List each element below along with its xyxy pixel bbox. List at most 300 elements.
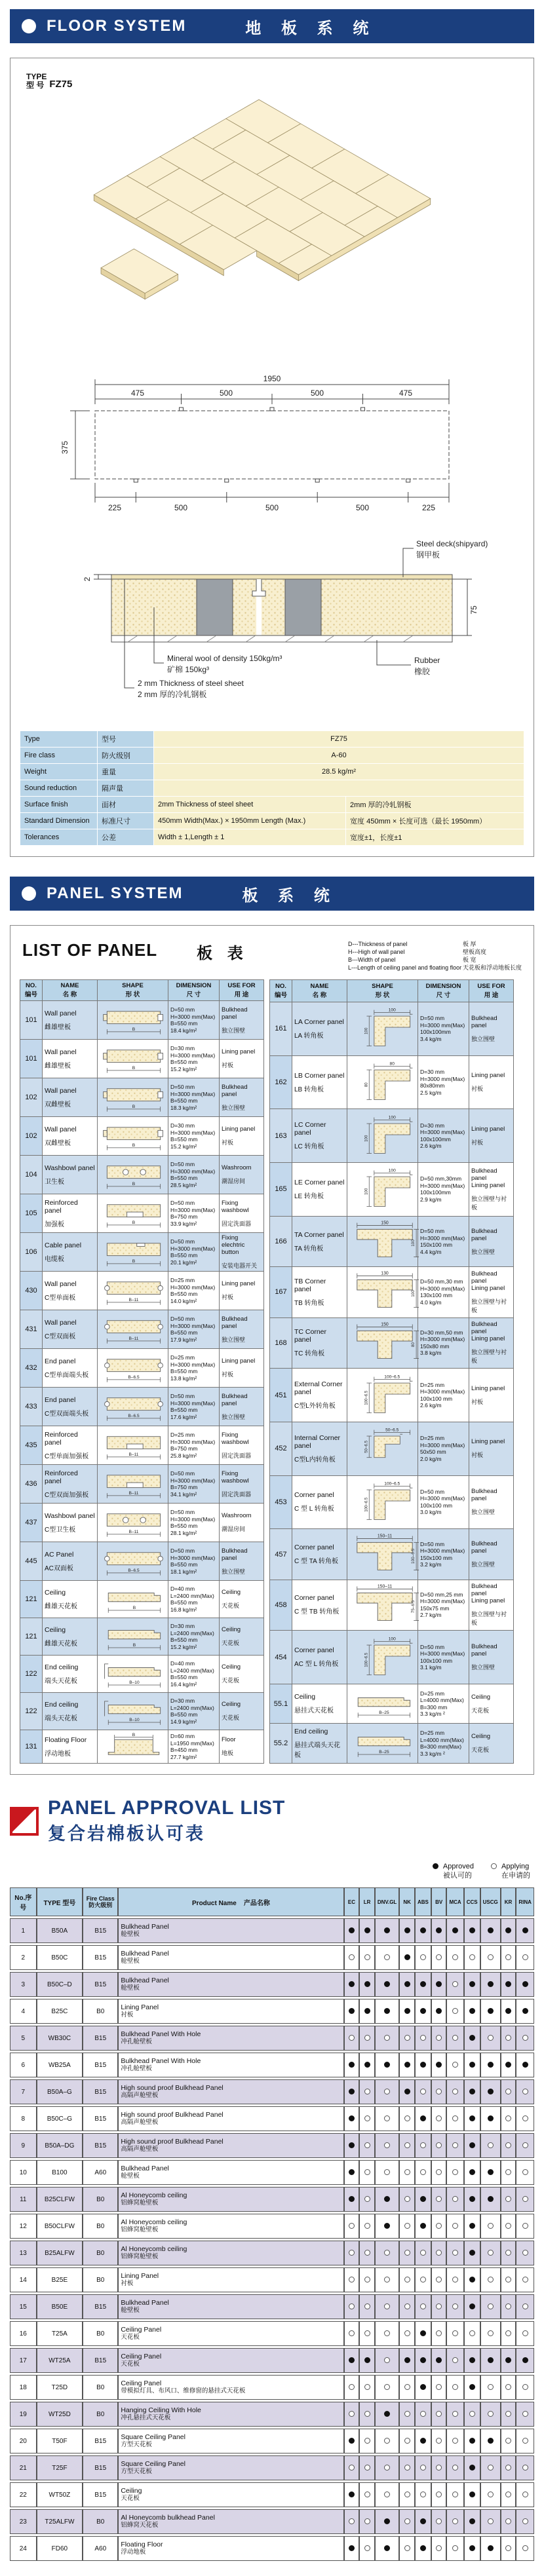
column-header: NAME 名 称 xyxy=(292,980,347,1002)
applying-dot-icon xyxy=(404,2196,410,2202)
spec-cell: 宽度 450mm × 长度可选（最长 1950mm） xyxy=(346,813,524,829)
panel-dimensions: D=25 mm L=4000 mm(Max) B=300 mm 3.3 kg/m ² xyxy=(418,1684,469,1723)
approval-mark xyxy=(431,2133,447,2158)
panel-dimensions: D=25 mm H=3000 mm(Max) 50x50 mm 2.0 kg/m xyxy=(418,1422,469,1475)
applying-dot-icon xyxy=(404,2142,410,2148)
panel-use-for: Bulkhead panel 独立围壁 xyxy=(469,1475,514,1529)
approval-title-cn: 复合岩棉板认可表 xyxy=(48,1824,205,1844)
approval-mark xyxy=(399,1945,415,1970)
dim-bot-3: 500 xyxy=(355,503,370,512)
approval-mark xyxy=(359,2241,375,2265)
applying-dot-icon xyxy=(364,2277,370,2282)
approval-mark xyxy=(480,2241,501,2265)
panel-use-for: Lining panel 衬板 xyxy=(220,1349,264,1388)
approval-mark xyxy=(344,1945,360,1970)
approved-dot-icon xyxy=(469,2384,475,2390)
approved-dot-icon xyxy=(469,2142,475,2148)
spec-cell: Standard Dimension xyxy=(20,813,98,829)
spec-row xyxy=(20,797,524,813)
approval-mark xyxy=(464,2053,480,2077)
panel-name: Reinforced panel C型单面加强板 xyxy=(43,1426,98,1465)
spec-row xyxy=(20,780,524,797)
legend-text: H---High of wall panel xyxy=(347,949,405,955)
approval-mark xyxy=(375,2079,400,2104)
panel-table-header-row xyxy=(270,980,514,1002)
column-header: NO. 编号 xyxy=(270,980,292,1002)
approval-mark xyxy=(375,2294,400,2319)
legend-text: D---Thickness of panel xyxy=(347,941,408,947)
dimension-legend xyxy=(348,940,522,972)
approval-mark xyxy=(399,2106,415,2131)
applying-dot-icon xyxy=(452,2303,458,2309)
svg-text:100: 100 xyxy=(364,1135,369,1142)
approval-mark xyxy=(375,2348,400,2373)
svg-text:B–11: B–11 xyxy=(128,1491,139,1496)
svg-text:150–11: 150–11 xyxy=(377,1533,393,1538)
svg-text:100–6.5: 100–6.5 xyxy=(384,1374,400,1379)
applying-dot-icon xyxy=(452,2411,458,2417)
approved-dot-icon xyxy=(488,2169,494,2175)
panel-use-for: Lining panel 衬板 xyxy=(469,1055,514,1109)
applying-dot-icon xyxy=(349,2518,355,2524)
approved-dot-icon xyxy=(349,2142,355,2148)
approval-mark xyxy=(344,1972,360,1997)
applying-dot-icon xyxy=(404,2491,410,2497)
spec-cell: Weight xyxy=(20,764,98,780)
approval-mark xyxy=(516,1945,534,1970)
panel-use-for: Bulkhead panel 独立围壁 xyxy=(220,1001,264,1040)
approval-mark xyxy=(501,1972,516,1997)
panel-no: 101 xyxy=(20,1040,43,1078)
svg-text:B–11: B–11 xyxy=(128,1336,139,1342)
approval-mark xyxy=(480,2267,501,2292)
applying-dot-icon xyxy=(404,2518,410,2524)
approved-dot-icon xyxy=(488,2089,494,2094)
panel-no: 104 xyxy=(20,1156,43,1194)
approval-mark xyxy=(375,1999,400,2024)
approval-mark xyxy=(415,2241,431,2265)
approval-mark xyxy=(480,2536,501,2561)
panel-no: 101 xyxy=(20,1001,43,1040)
svg-text:50–6.5: 50–6.5 xyxy=(364,1441,369,1453)
approval-mark xyxy=(516,2348,534,2373)
approved-dot-icon xyxy=(349,2062,355,2068)
approval-mark xyxy=(501,2214,516,2239)
applying-dot-icon xyxy=(436,2250,442,2256)
product-name: Square Ceiling Panel 方型天花板 xyxy=(118,2429,343,2453)
approval-mark xyxy=(480,2053,501,2077)
legend-item xyxy=(348,948,522,956)
approved-dot-icon xyxy=(420,2115,426,2121)
approval-mark xyxy=(501,1945,516,1970)
approval-mark xyxy=(415,2294,431,2319)
applying-dot-icon xyxy=(505,2169,511,2175)
approval-row xyxy=(10,2267,534,2292)
svg-text:100: 100 xyxy=(364,1027,369,1035)
approval-mark xyxy=(415,2509,431,2534)
approval-mark xyxy=(446,2509,463,2534)
panel-use-for: Lining panel 衬板 xyxy=(469,1422,514,1475)
applying-dot-icon xyxy=(522,2277,528,2282)
panel-use-for: Bulkhead panel Lining panel 独立围壁与衬板 xyxy=(469,1267,514,1317)
applying-dot-icon xyxy=(436,2518,442,2524)
panel-shape-drawing xyxy=(347,1475,418,1529)
spec-cell: 面材 xyxy=(98,797,154,813)
approval-mark xyxy=(415,2053,431,2077)
spec-row xyxy=(20,829,524,846)
approval-mark xyxy=(375,2133,400,2158)
type-value: FZ75 xyxy=(49,79,73,90)
product-name: Square Ceiling Panel 方型天花板 xyxy=(118,2455,343,2480)
applying-dot-icon xyxy=(488,2411,494,2417)
row-number: 18 xyxy=(10,2375,37,2400)
applying-dot-icon xyxy=(349,2250,355,2256)
spec-cell: 标准尺寸 xyxy=(98,813,154,829)
panel-no: 121 xyxy=(20,1581,43,1618)
fire-class: B0 xyxy=(83,2375,118,2400)
approval-mark xyxy=(446,2375,463,2400)
approval-mark xyxy=(415,2348,431,2373)
applying-dot-icon xyxy=(384,2491,390,2497)
approval-header-row xyxy=(10,1887,534,1916)
approved-dot-icon xyxy=(420,2062,426,2068)
approval-mark xyxy=(501,2455,516,2480)
applying-dot-icon xyxy=(404,2384,410,2390)
row-number: 23 xyxy=(10,2509,37,2534)
approval-row xyxy=(10,2026,534,2051)
approval-mark xyxy=(501,2429,516,2453)
panel-shape-drawing xyxy=(347,1216,418,1266)
applying-dot-icon xyxy=(404,2277,410,2282)
approval-mark xyxy=(399,2509,415,2534)
approval-mark xyxy=(399,2402,415,2427)
approval-mark xyxy=(399,2160,415,2185)
approved-dot-icon xyxy=(469,2438,475,2444)
approved-dot-icon xyxy=(469,2035,475,2041)
svg-text:100: 100 xyxy=(388,1168,396,1173)
approval-mark xyxy=(415,2429,431,2453)
floor-plan-drawing xyxy=(49,371,495,529)
approved-dot-icon xyxy=(364,1981,370,1987)
panel-type: T50F xyxy=(37,2429,83,2453)
approved-dot-icon xyxy=(384,2411,390,2417)
floor-spec-table xyxy=(20,730,524,846)
panel-dimensions: D=50 mm,25 mm H=3000 mm(Max) 150x75 mm 2.7 kg/m xyxy=(418,1580,469,1630)
legend-item xyxy=(348,956,522,964)
applying-dot-icon xyxy=(436,2169,442,2175)
panel-shape-drawing xyxy=(347,1109,418,1163)
applying-dot-icon xyxy=(452,1954,458,1960)
applying-dot-icon xyxy=(436,2438,442,2444)
approval-mark xyxy=(446,1972,463,1997)
panel-use-for: Floor 地板 xyxy=(220,1730,264,1764)
panel-row xyxy=(270,1317,514,1368)
approval-mark xyxy=(431,2053,447,2077)
applying-dot-icon xyxy=(420,2303,426,2309)
svg-text:B–6.5: B–6.5 xyxy=(128,1568,140,1574)
legend-applying xyxy=(491,1862,530,1880)
panel-name: Corner panel C 型 TA 转角板 xyxy=(292,1529,347,1580)
panel-row xyxy=(270,1684,514,1723)
applying-dot-icon xyxy=(469,2330,475,2336)
approval-mark xyxy=(431,2536,447,2561)
panel-dimensions: D=50 mm H=3000 mm(Max) 150x100 mm 4.4 kg/m xyxy=(418,1216,469,1266)
approval-mark xyxy=(344,2053,360,2077)
svg-text:B: B xyxy=(132,1143,136,1148)
approved-dot-icon xyxy=(420,1927,426,1933)
column-header: TYPE 型号 xyxy=(37,1887,83,1916)
spec-row xyxy=(20,748,524,764)
applying-dot-icon xyxy=(364,2115,370,2121)
panel-table-header-row xyxy=(20,980,264,1001)
applying-dot-icon xyxy=(452,2545,458,2551)
panel-use-for: Lining panel 衬板 xyxy=(469,1109,514,1163)
fire-class: B0 xyxy=(83,2321,118,2346)
approval-mark xyxy=(501,2026,516,2051)
spec-cell: 公差 xyxy=(98,829,154,846)
dim-sheet-thickness: 2 xyxy=(83,577,92,582)
applying-dot-icon xyxy=(384,2035,390,2041)
applying-dot-icon xyxy=(436,2115,442,2121)
panel-system-header xyxy=(10,877,534,911)
svg-text:B: B xyxy=(132,1259,136,1264)
approval-mark xyxy=(446,2455,463,2480)
panel-dimensions: D=50 mm H=3000 mm(Max) 100x100 mm 3.1 kg/m xyxy=(418,1631,469,1684)
applying-dot-icon xyxy=(436,2330,442,2336)
panel-dimensions: D=50 mm H=3000 mm(Max) 150x100 mm 3.2 kg/m xyxy=(418,1529,469,1580)
applying-dot-icon xyxy=(505,2115,511,2121)
approved-dot-icon xyxy=(522,1981,528,1987)
applying-dot-icon xyxy=(522,2545,528,2551)
approval-titles xyxy=(48,1797,285,1845)
approval-mark xyxy=(344,2482,360,2507)
svg-text:150: 150 xyxy=(381,1221,389,1226)
approval-mark xyxy=(399,2321,415,2346)
spec-cell: 2mm Thickness of steel sheet xyxy=(154,797,346,813)
dim-top-1: 500 xyxy=(219,388,233,398)
approval-mark xyxy=(431,2348,447,2373)
svg-text:100–6.5: 100–6.5 xyxy=(364,1497,369,1512)
approval-mark xyxy=(431,1972,447,1997)
applying-dot-icon xyxy=(522,2465,528,2471)
panel-name: External Corner panel C型L外转角板 xyxy=(292,1369,347,1422)
approved-dot-icon xyxy=(349,2008,355,2014)
approved-dot-icon xyxy=(384,1981,390,1987)
panel-shape-drawing xyxy=(347,1002,418,1055)
panel-shape-drawing xyxy=(98,1001,168,1040)
svg-text:100–6.5: 100–6.5 xyxy=(364,1390,369,1405)
approval-mark xyxy=(501,2053,516,2077)
applying-dot-icon xyxy=(436,2491,442,2497)
applying-dot-icon xyxy=(420,2035,426,2041)
panel-row xyxy=(270,1109,514,1163)
callout-rubber-en: Rubber xyxy=(414,656,440,665)
approved-dot-icon xyxy=(469,2223,475,2229)
approval-mark xyxy=(516,2536,534,2561)
applying-dot-icon xyxy=(452,2035,458,2041)
panel-row xyxy=(20,1426,264,1465)
applying-dot-icon xyxy=(364,2491,370,2497)
panel-row xyxy=(20,1117,264,1156)
approval-mark xyxy=(344,2429,360,2453)
approval-mark xyxy=(464,2536,480,2561)
panel-use-for: Ceiling 天花板 xyxy=(220,1693,264,1730)
panel-type: B50C xyxy=(37,1945,83,1970)
approval-mark xyxy=(501,2267,516,2292)
approved-dot-icon xyxy=(349,2438,355,2444)
panel-row xyxy=(20,1194,264,1233)
panel-use-for: Lining panel 衬板 xyxy=(220,1117,264,1156)
panel-no: 168 xyxy=(270,1317,292,1368)
approved-dot-icon xyxy=(364,1927,370,1933)
approval-mark xyxy=(359,2482,375,2507)
approval-row xyxy=(10,2214,534,2239)
row-number: 21 xyxy=(10,2455,37,2480)
panel-no: 131 xyxy=(20,1730,43,1764)
approved-dot-icon xyxy=(469,2357,475,2363)
approval-mark xyxy=(464,2482,480,2507)
applying-dot-icon xyxy=(488,2142,494,2148)
applying-dot-icon xyxy=(436,2303,442,2309)
applying-dot-icon xyxy=(522,1954,528,1960)
approved-dot-icon xyxy=(420,2518,426,2524)
panel-type: B50C–G xyxy=(37,2106,83,2131)
approved-dot-icon xyxy=(452,1927,458,1933)
type-block xyxy=(26,73,524,90)
spec-cell: FZ75 xyxy=(154,731,524,748)
panel-name: TA Corner panel TA 转角板 xyxy=(292,1216,347,1266)
row-number: 15 xyxy=(10,2294,37,2319)
approval-row xyxy=(10,2079,534,2104)
approved-dot-icon xyxy=(433,1863,438,1869)
approval-mark xyxy=(464,2429,480,2453)
applying-dot-icon xyxy=(420,2411,426,2417)
approval-mark xyxy=(415,2267,431,2292)
fire-class: B15 xyxy=(83,2133,118,2158)
approval-mark xyxy=(415,2026,431,2051)
approval-row xyxy=(10,2241,534,2265)
applying-dot-icon xyxy=(491,1863,497,1869)
svg-text:B: B xyxy=(132,1221,136,1226)
applying-dot-icon xyxy=(404,2545,410,2551)
panel-system-title-cn: 板 系 统 xyxy=(242,886,338,905)
bullet-circle-icon xyxy=(22,19,36,33)
applying-dot-icon xyxy=(522,2384,528,2390)
fire-class: B15 xyxy=(83,2455,118,2480)
approval-mark xyxy=(359,2455,375,2480)
approval-row xyxy=(10,2187,534,2212)
product-name: High sound proof Bulkhead Panel 高隔声舱壁板 xyxy=(118,2133,343,2158)
approval-mark xyxy=(516,1972,534,1997)
product-name: Al Honeycomb ceiling 铝蜂窝舱壁板 xyxy=(118,2214,343,2239)
applying-dot-icon xyxy=(522,2250,528,2256)
approval-mark xyxy=(446,2133,463,2158)
list-title-en: LIST OF PANEL xyxy=(22,940,158,960)
panel-type: B100 xyxy=(37,2160,83,2185)
approval-mark xyxy=(464,2348,480,2373)
applying-dot-icon xyxy=(505,2491,511,2497)
applying-dot-icon xyxy=(522,2115,528,2121)
panel-row xyxy=(20,1581,264,1618)
panel-row xyxy=(270,1580,514,1630)
approval-row xyxy=(10,1918,534,1943)
svg-text:80: 80 xyxy=(364,1082,369,1088)
panel-shape-drawing xyxy=(347,1684,418,1723)
panel-no: 102 xyxy=(20,1078,43,1117)
approval-mark xyxy=(464,2294,480,2319)
svg-text:B: B xyxy=(132,1027,136,1032)
approval-row xyxy=(10,2429,534,2453)
approval-mark xyxy=(344,1918,360,1943)
panel-row xyxy=(20,1730,264,1764)
legend-item xyxy=(348,964,522,972)
approval-mark xyxy=(501,2079,516,2104)
approved-dot-icon xyxy=(349,2089,355,2094)
approval-mark xyxy=(446,2079,463,2104)
legend-text: 天花板和浮动地板长度 xyxy=(462,964,522,971)
svg-text:B: B xyxy=(132,1105,136,1110)
applying-dot-icon xyxy=(505,2545,511,2551)
applying-dot-icon xyxy=(364,2223,370,2229)
product-name: Bulkhead Panel 舱壁板 xyxy=(118,1918,343,1943)
applying-dot-icon xyxy=(505,2411,511,2417)
floor-system-header xyxy=(10,9,534,43)
applying-dot-icon xyxy=(452,2169,458,2175)
applying-dot-icon xyxy=(436,2465,442,2471)
approval-mark xyxy=(464,2267,480,2292)
applying-dot-icon xyxy=(420,2089,426,2094)
approval-mark xyxy=(415,2375,431,2400)
approval-mark xyxy=(431,2079,447,2104)
panel-type: WT50Z xyxy=(37,2482,83,2507)
panel-type: B25C xyxy=(37,1999,83,2024)
panel-no: 163 xyxy=(270,1109,292,1163)
applying-dot-icon xyxy=(384,2465,390,2471)
approval-mark xyxy=(446,2429,463,2453)
approval-mark xyxy=(480,2455,501,2480)
applying-dot-icon xyxy=(349,2411,355,2417)
panel-dimensions: D=50 mm H=3000 mm(Max) B=550 mm 18.3 kg/m² xyxy=(168,1078,220,1117)
panel-list-panel xyxy=(10,925,534,1775)
panel-use-for: Ceiling 天花板 xyxy=(220,1581,264,1618)
approval-mark xyxy=(480,2402,501,2427)
approved-dot-icon xyxy=(505,1981,511,1987)
svg-text:B: B xyxy=(132,1182,136,1187)
approval-row xyxy=(10,2482,534,2507)
approval-mark xyxy=(359,1972,375,1997)
applying-dot-icon xyxy=(452,2357,458,2363)
panel-name: End panel C型单面端头板 xyxy=(43,1349,98,1388)
column-header: DIMENSION 尺 寸 xyxy=(168,980,220,1001)
applying-dot-icon xyxy=(452,2142,458,2148)
approval-mark xyxy=(480,2106,501,2131)
applying-dot-icon xyxy=(522,2196,528,2202)
applying-dot-icon xyxy=(522,2303,528,2309)
applying-dot-icon xyxy=(364,1954,370,1960)
approval-mark xyxy=(480,1918,501,1943)
panel-shape-drawing xyxy=(98,1618,168,1656)
row-number: 10 xyxy=(10,2160,37,2185)
panel-name: Corner panel C 型 TB 转角板 xyxy=(292,1580,347,1630)
panel-dimensions: D=25 mm H=3000 mm(Max) B=750 mm 25.8 kg/m² xyxy=(168,1426,220,1465)
approval-mark xyxy=(516,2106,534,2131)
approval-mark xyxy=(516,2267,534,2292)
panel-type: B25ALFW xyxy=(37,2241,83,2265)
approval-mark xyxy=(415,2106,431,2131)
panel-name: Wall panel C型单面板 xyxy=(43,1272,98,1310)
row-number: 14 xyxy=(10,2267,37,2292)
approved-dot-icon xyxy=(488,2545,494,2551)
